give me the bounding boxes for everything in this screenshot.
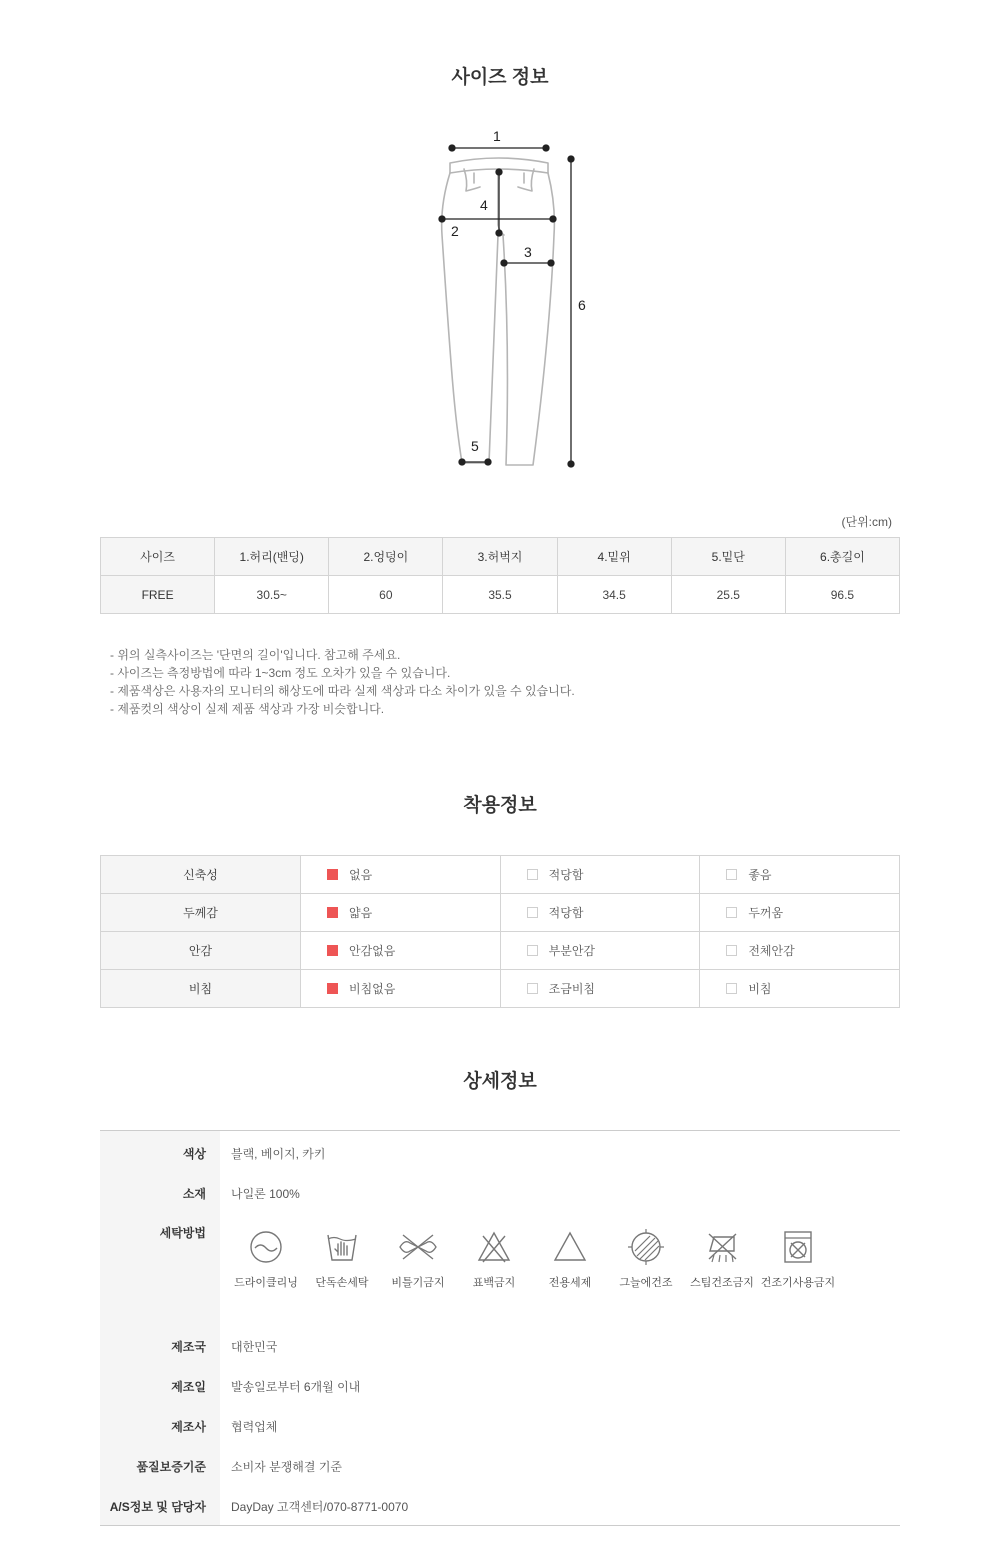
size-section-title: 사이즈 정보 <box>451 67 549 88</box>
diagram-label-4: 4 <box>480 197 488 213</box>
detail-label-maker: 제조사 <box>171 1420 206 1434</box>
wash-label: 비틀기금지 <box>391 1277 445 1289</box>
size-header-cell: 2.엉덩이 <box>329 538 443 576</box>
fit-row-stretch <box>101 856 900 894</box>
fit-row-lining <box>101 932 900 970</box>
fit-option-label: 안감없음 <box>349 944 396 958</box>
pants-size-diagram <box>430 125 600 475</box>
size-value-cell: 35.5 <box>443 576 557 614</box>
checkbox-empty-icon <box>726 907 737 918</box>
size-value-cell: 25.5 <box>671 576 785 614</box>
unit-label: (단위:cm) <box>841 515 892 529</box>
no-steam-iron-icon <box>704 1229 740 1265</box>
size-value-cell: 96.5 <box>785 576 899 614</box>
fit-option-label: 비침 <box>748 982 772 996</box>
size-row-label: FREE <box>101 576 215 614</box>
fit-option-selected <box>301 894 501 932</box>
wash-item <box>684 1229 760 1290</box>
size-header-cell: 4.밑위 <box>557 538 671 576</box>
detail-value-quality: 소비자 분쟁해결 기준 <box>231 1460 342 1474</box>
wash-item <box>532 1229 608 1290</box>
wash-item <box>456 1229 532 1290</box>
neutral-detergent-icon <box>552 1229 588 1265</box>
fit-option-label: 적당함 <box>548 868 584 882</box>
note-line: - 제품색상은 사용자의 모니터의 해상도에 따라 실제 색상과 다소 차이가 있을 수 있습니다. <box>110 684 575 698</box>
fit-option-label: 두꺼움 <box>748 906 784 920</box>
size-header-cell: 1.허리(밴딩) <box>215 538 329 576</box>
detail-section-title: 상세정보 <box>463 1071 537 1092</box>
fit-option <box>700 970 900 1008</box>
wash-item <box>228 1229 304 1290</box>
dry-clean-icon <box>248 1229 284 1265</box>
fit-option-label: 없음 <box>349 868 373 882</box>
fit-option <box>500 856 700 894</box>
wash-label: 스팀건조금지 <box>690 1277 754 1289</box>
checkbox-empty-icon <box>527 983 538 994</box>
detail-label-material: 소재 <box>182 1187 206 1201</box>
detail-label-country: 제조국 <box>171 1340 206 1354</box>
fit-option <box>500 932 700 970</box>
diagram-label-2: 2 <box>451 223 459 239</box>
fit-option-selected <box>301 932 501 970</box>
fit-option-label: 얇음 <box>349 906 373 920</box>
checkbox-checked-icon <box>327 983 338 994</box>
checkbox-checked-icon <box>327 869 338 880</box>
fit-row-label: 안감 <box>101 932 301 970</box>
checkbox-empty-icon <box>527 907 538 918</box>
note-line: - 위의 실측사이즈는 '단면의 길이'입니다. 참고해 주세요. <box>110 648 401 662</box>
fit-table <box>100 855 900 1008</box>
detail-label-date: 제조일 <box>171 1380 206 1394</box>
diagram-label-3: 3 <box>524 244 532 260</box>
fit-option-label: 부분안감 <box>548 944 596 958</box>
detail-value-country: 대한민국 <box>231 1340 278 1354</box>
detail-value-material: 나일론 100% <box>231 1187 300 1201</box>
fit-option <box>500 970 700 1008</box>
fit-option-selected <box>301 970 501 1008</box>
pants-outline <box>442 158 555 465</box>
wash-label: 드라이클리닝 <box>234 1277 298 1289</box>
size-value-cell: 30.5~ <box>215 576 329 614</box>
checkbox-empty-icon <box>726 869 737 880</box>
wash-item <box>380 1229 456 1290</box>
checkbox-checked-icon <box>327 907 338 918</box>
diagram-label-1: 1 <box>493 128 501 144</box>
size-value-cell: 34.5 <box>557 576 671 614</box>
no-wring-icon <box>397 1229 439 1265</box>
fit-row-label: 신축성 <box>101 856 301 894</box>
checkbox-checked-icon <box>327 945 338 956</box>
fit-option-selected <box>301 856 501 894</box>
size-header-cell: 3.허벅지 <box>443 538 557 576</box>
detail-value-color: 블랙, 베이지, 카키 <box>231 1147 326 1161</box>
wash-label: 표백금지 <box>472 1277 516 1289</box>
note-line: - 사이즈는 측정방법에 따라 1~3cm 정도 오차가 있을 수 있습니다. <box>110 666 451 680</box>
detail-label-washing: 세탁방법 <box>159 1226 206 1240</box>
detail-label-as: A/S정보 및 담당자 <box>109 1500 206 1514</box>
fit-option-label: 적당함 <box>548 906 584 920</box>
detail-value-maker: 협력업체 <box>231 1420 278 1434</box>
note-line: - 제품컷의 색상이 실제 제품 색상과 가장 비슷합니다. <box>110 702 385 716</box>
fit-row-sheerness <box>101 970 900 1008</box>
size-table-row <box>101 576 900 614</box>
fit-option <box>700 932 900 970</box>
no-bleach-icon <box>476 1229 512 1265</box>
fit-option <box>500 894 700 932</box>
fit-row-thickness <box>101 894 900 932</box>
shade-dry-icon <box>628 1229 664 1265</box>
checkbox-empty-icon <box>726 945 737 956</box>
size-header-cell: 5.밑단 <box>671 538 785 576</box>
detail-value-date: 발송일로부터 6개월 이내 <box>231 1380 361 1394</box>
checkbox-empty-icon <box>726 983 737 994</box>
wash-item <box>304 1229 380 1290</box>
hand-wash-icon <box>324 1229 360 1265</box>
fit-option <box>700 856 900 894</box>
fit-option-label: 조금비침 <box>548 982 596 996</box>
detail-value-as: DayDay 고객센터/070-8771-0070 <box>231 1500 409 1514</box>
fit-option <box>700 894 900 932</box>
size-table-header-row <box>101 538 900 576</box>
fit-option-label: 좋음 <box>748 868 772 882</box>
size-notes <box>110 646 575 718</box>
fit-row-label: 비침 <box>101 970 301 1008</box>
detail-label-color: 색상 <box>182 1147 206 1161</box>
wash-item <box>608 1229 684 1290</box>
detail-table <box>100 1130 900 1526</box>
wash-label: 단독손세탁 <box>315 1277 369 1289</box>
fit-section-title: 착용정보 <box>463 795 537 816</box>
fit-option-label: 비침없음 <box>349 982 396 996</box>
checkbox-empty-icon <box>527 869 538 880</box>
size-value-cell: 60 <box>329 576 443 614</box>
size-header-cell: 사이즈 <box>101 538 215 576</box>
wash-label: 그늘에건조 <box>619 1277 673 1289</box>
diagram-label-6: 6 <box>578 297 586 313</box>
no-tumble-dry-icon <box>780 1229 816 1265</box>
wash-label: 건조기사용금지 <box>760 1277 836 1289</box>
fit-option-label: 전체안감 <box>748 944 795 958</box>
diagram-label-5: 5 <box>471 438 479 454</box>
checkbox-empty-icon <box>527 945 538 956</box>
wash-label: 전용세제 <box>548 1277 592 1289</box>
size-header-cell: 6.총길이 <box>785 538 899 576</box>
fit-row-label: 두께감 <box>101 894 301 932</box>
detail-label-quality: 품질보증기준 <box>136 1460 206 1474</box>
size-table <box>100 537 900 614</box>
wash-item <box>760 1229 836 1290</box>
